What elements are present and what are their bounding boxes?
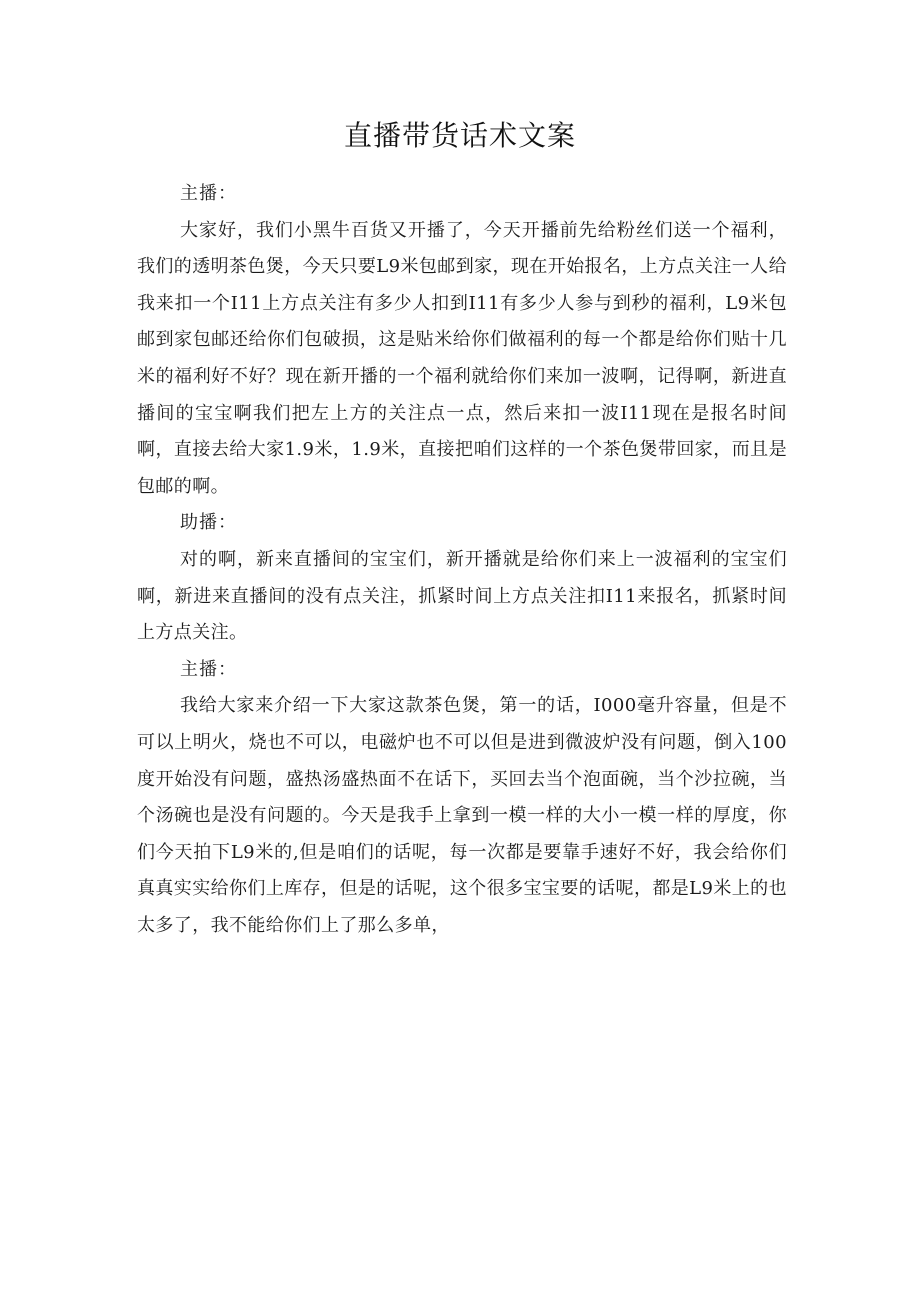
- speaker-label-host-1: 主播：: [180, 183, 237, 204]
- document-body: [137, 176, 787, 944]
- paragraph-host-2: 我给大家来介绍一下大家这款茶色煲，第一的话，I000毫升容量，但是不可以上明火，烧也不可以，电磁炉也不可以但是进到微波炉没有问题，倒入100度开始没有问题，盛热汤盛热面不在话下，买回去当个泡面碗，当个沙拉碗，当个汤碗也是没有问题的。今天是我手上拿到一模一样的大小一模一样的厚度，你们今天拍下L9米的,但是咱们的话呢，每一次都是要靠手速好不好，我会给你们真真实实给你们上库存，但是的话呢，这个很多宝宝要的话呢，都是L9米上的也太多了，我不能给你们上了那么多单，: [137, 695, 787, 936]
- document-title: 直播带货话术文案: [343, 119, 576, 152]
- speaker-label-assistant: 助播：: [180, 512, 237, 534]
- speaker-label-host-2: 主播：: [180, 658, 237, 680]
- paragraph-assistant: 对的啊，新来直播间的宝宝们，新开播就是给你们来上一波福利的宝宝们啊，新进来直播间的没有点关注，抓紧时间上方点关注扣I11来报名，抓紧时间上方点关注。: [137, 548, 787, 644]
- paragraph-host-1: 大家好，我们小黑牛百货又开播了，今天开播前先给粉丝们送一个福利，我们的透明茶色煲，今天只要L9米包邮到家，现在开始报名，上方点关注一人给我来扣一个I11上方点关注有多少人扣到I11有多少人参与到秒的福利，L9米包邮到家包邮还给你们包破损，这是贴米给你们做福利的每一个都是给你们贴十几米的福利好不好？现在新开播的一个福利就给你们来加一波啊，记得啊，新进直播间的宝宝啊我们把左上方的关注点一点，然后来扣一波I11现在是报名时间啊，直接去给大家1.9米，1.9米，直接把咱们这样的一个茶色煲带回家，而且是包邮的啊。: [137, 219, 787, 497]
